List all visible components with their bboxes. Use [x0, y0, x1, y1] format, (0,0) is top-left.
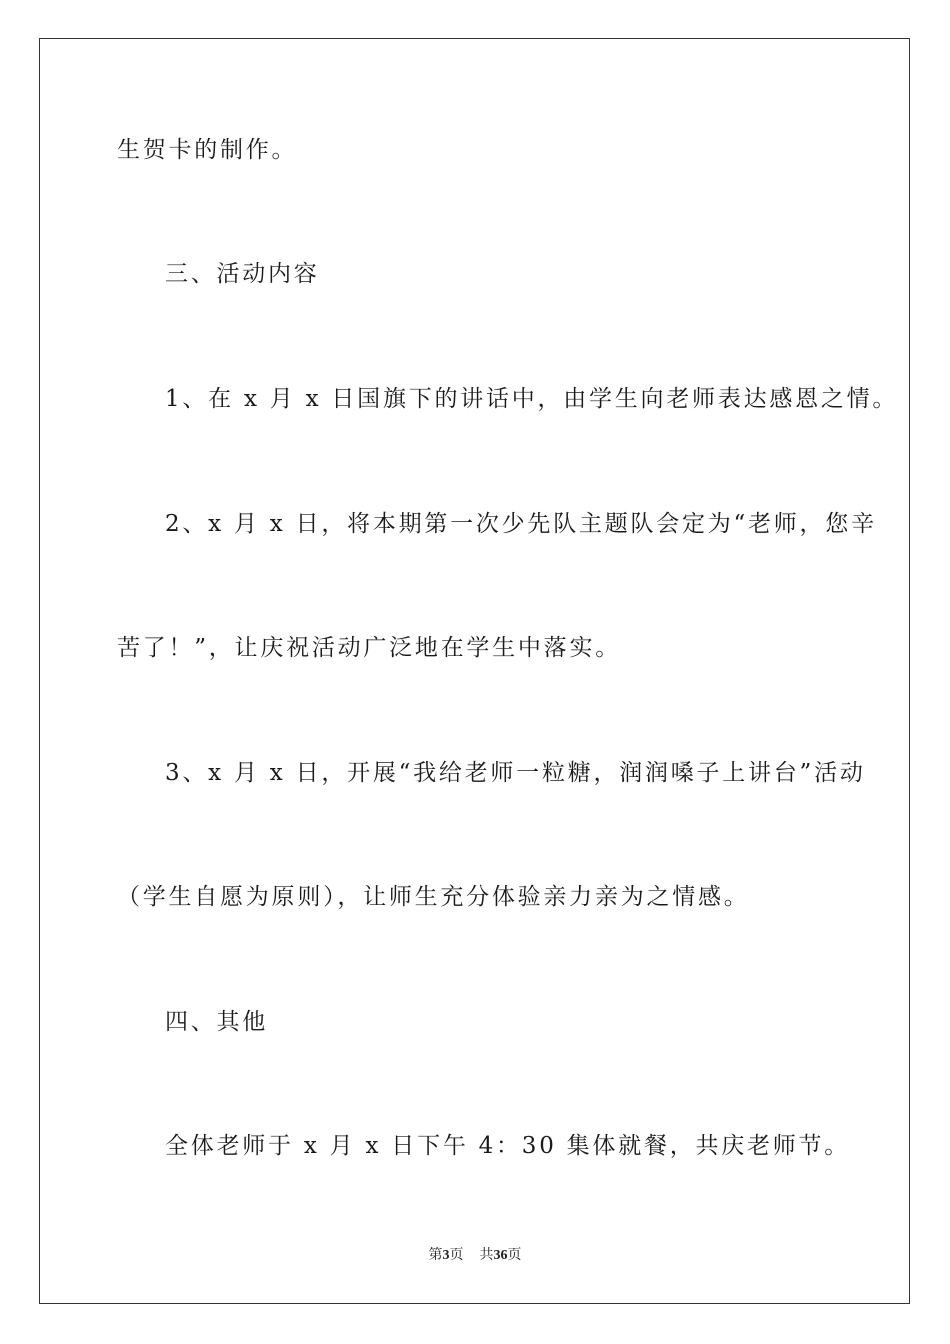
total-pages: 36	[493, 1248, 508, 1263]
section-heading: 四、其他	[165, 1009, 269, 1035]
paragraph-line: （学生自愿为原则），让师生充分体验亲力亲为之情感。	[117, 884, 750, 910]
paragraph-line: 1、在 x 月 x 日国旗下的讲话中，由学生向老师表达感恩之情。	[165, 386, 899, 412]
paragraph-line: 生贺卡的制作。	[117, 137, 298, 163]
page-suffix: 页	[449, 1248, 464, 1263]
total-suffix: 页	[507, 1248, 522, 1263]
section-heading: 三、活动内容	[165, 261, 320, 287]
page-prefix: 第	[428, 1248, 443, 1263]
paragraph-line: 苦了！”，让庆祝活动广泛地在学生中落实。	[117, 635, 621, 661]
paragraph-line: 3、x 月 x 日，开展“我给老师一粒糖，润润嗓子上讲台”活动	[165, 760, 866, 786]
paragraph-line: 2、x 月 x 日，将本期第一次少先队主题队会定为“老师，您辛	[165, 511, 877, 537]
page-footer	[0, 1247, 950, 1265]
page-border	[39, 38, 910, 1304]
total-prefix: 共	[479, 1248, 494, 1263]
page-number: 3	[442, 1248, 450, 1263]
paragraph-line: 全体老师于 x 月 x 日下午 4：30 集体就餐，共庆老师节。	[165, 1133, 851, 1159]
